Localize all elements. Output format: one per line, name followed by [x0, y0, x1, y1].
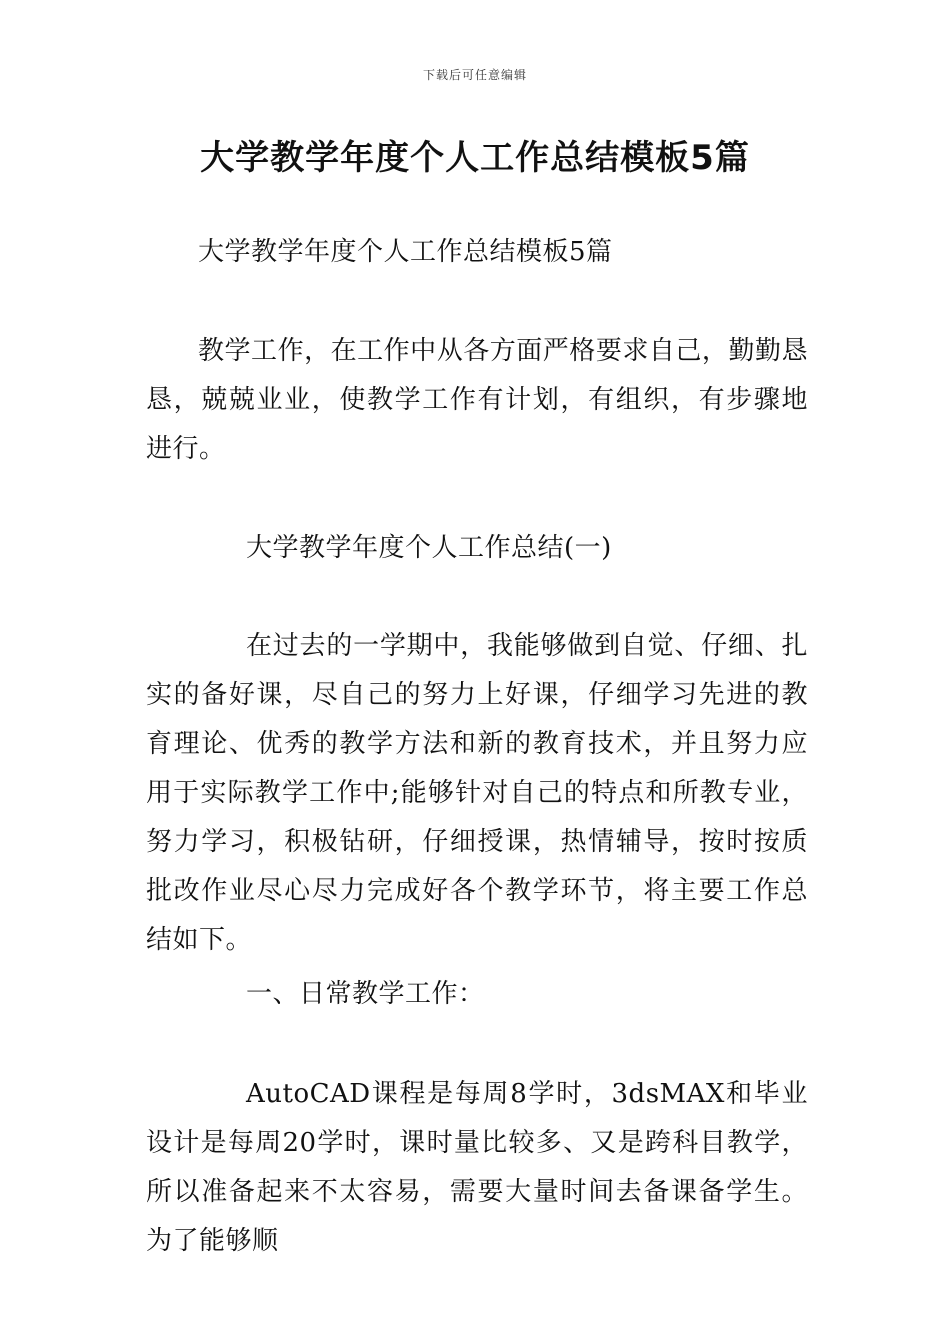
document-title: 大学教学年度个人工作总结模板5篇 [200, 138, 750, 178]
header-note: 下载后可任意编辑 [422, 68, 527, 82]
intro-paragraph: 教学工作，在工作中从各方面严格要求自己，勤勤恳恳，兢兢业业，使教学工作有计划，有组织，有步骤地进行。 [146, 336, 808, 464]
section-heading: 大学教学年度个人工作总结(一) [246, 533, 612, 563]
body-paragraph: AutoCAD课程是每周8学时，3dsMAX和毕业设计是每周20学时，课时量比较多、又是跨科目教学，所以准备起来不太容易，需要大量时间去备课备学生。为了能够顺 [146, 1079, 808, 1256]
document-subtitle: 大学教学年度个人工作总结模板5篇 [198, 237, 613, 267]
body-paragraph: 在过去的一学期中，我能够做到自觉、仔细、扎实的备好课，尽自己的努力上好课，仔细学习先进的教育理论、优秀的教学方法和新的教育技术，并且努力应用于实际教学工作中;能够针对自己的特点和所教专业，努力学习，积极钻研，仔细授课，热情辅导，按时按质批改作业尽心尽力完成好各个教学环节，将主要工作总结如下。 [146, 631, 808, 955]
subheading: 一、日常教学工作： [246, 979, 485, 1009]
